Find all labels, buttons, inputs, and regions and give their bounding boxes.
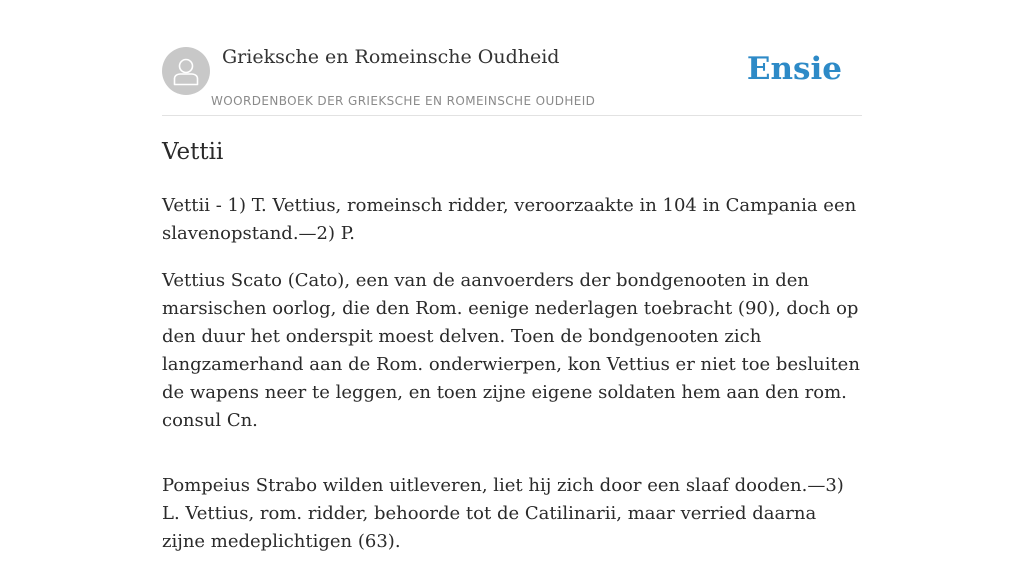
source-subtitle: WOORDENBOEK DER GRIEKSCHE EN ROMEINSCHE OUDHEID bbox=[211, 94, 596, 108]
source-title[interactable]: Grieksche en Romeinsche Oudheid bbox=[222, 46, 560, 68]
ensie-logo[interactable]: Ensie bbox=[746, 51, 842, 87]
source-avatar[interactable] bbox=[162, 47, 210, 95]
page-header bbox=[162, 0, 862, 116]
article-paragraph: Vettii - 1) T. Vettius, romeinsch ridder, veroorzaakte in 104 in Campania een slavenopstand.—2) P. bbox=[162, 195, 857, 244]
article-title: Vettii bbox=[162, 139, 224, 165]
article-paragraph: Pompeius Strabo wilden uitleveren, liet hij zich door een slaaf dooden.—3) L. Vettius, rom. ridder, behoorde tot de Catilinarii, maar verried daarna zijne medeplichtigen (63). bbox=[162, 475, 844, 552]
user-icon bbox=[162, 47, 210, 95]
article-paragraph: Vettius Scato (Cato), een van de aanvoerders der bondgenooten in den marsischen oorlog, die den Rom. eenige nederlagen toebracht (90), doch op den duur het onderspit moest delven. Toen de bondgenooten zich langzamerhand aan de Rom. onderwierpen, kon Vettius er niet toe besluiten de wapens neer te leggen, en toen zijne eigene soldaten hem aan den rom. consul Cn. bbox=[162, 270, 860, 431]
article-body bbox=[162, 192, 862, 575]
